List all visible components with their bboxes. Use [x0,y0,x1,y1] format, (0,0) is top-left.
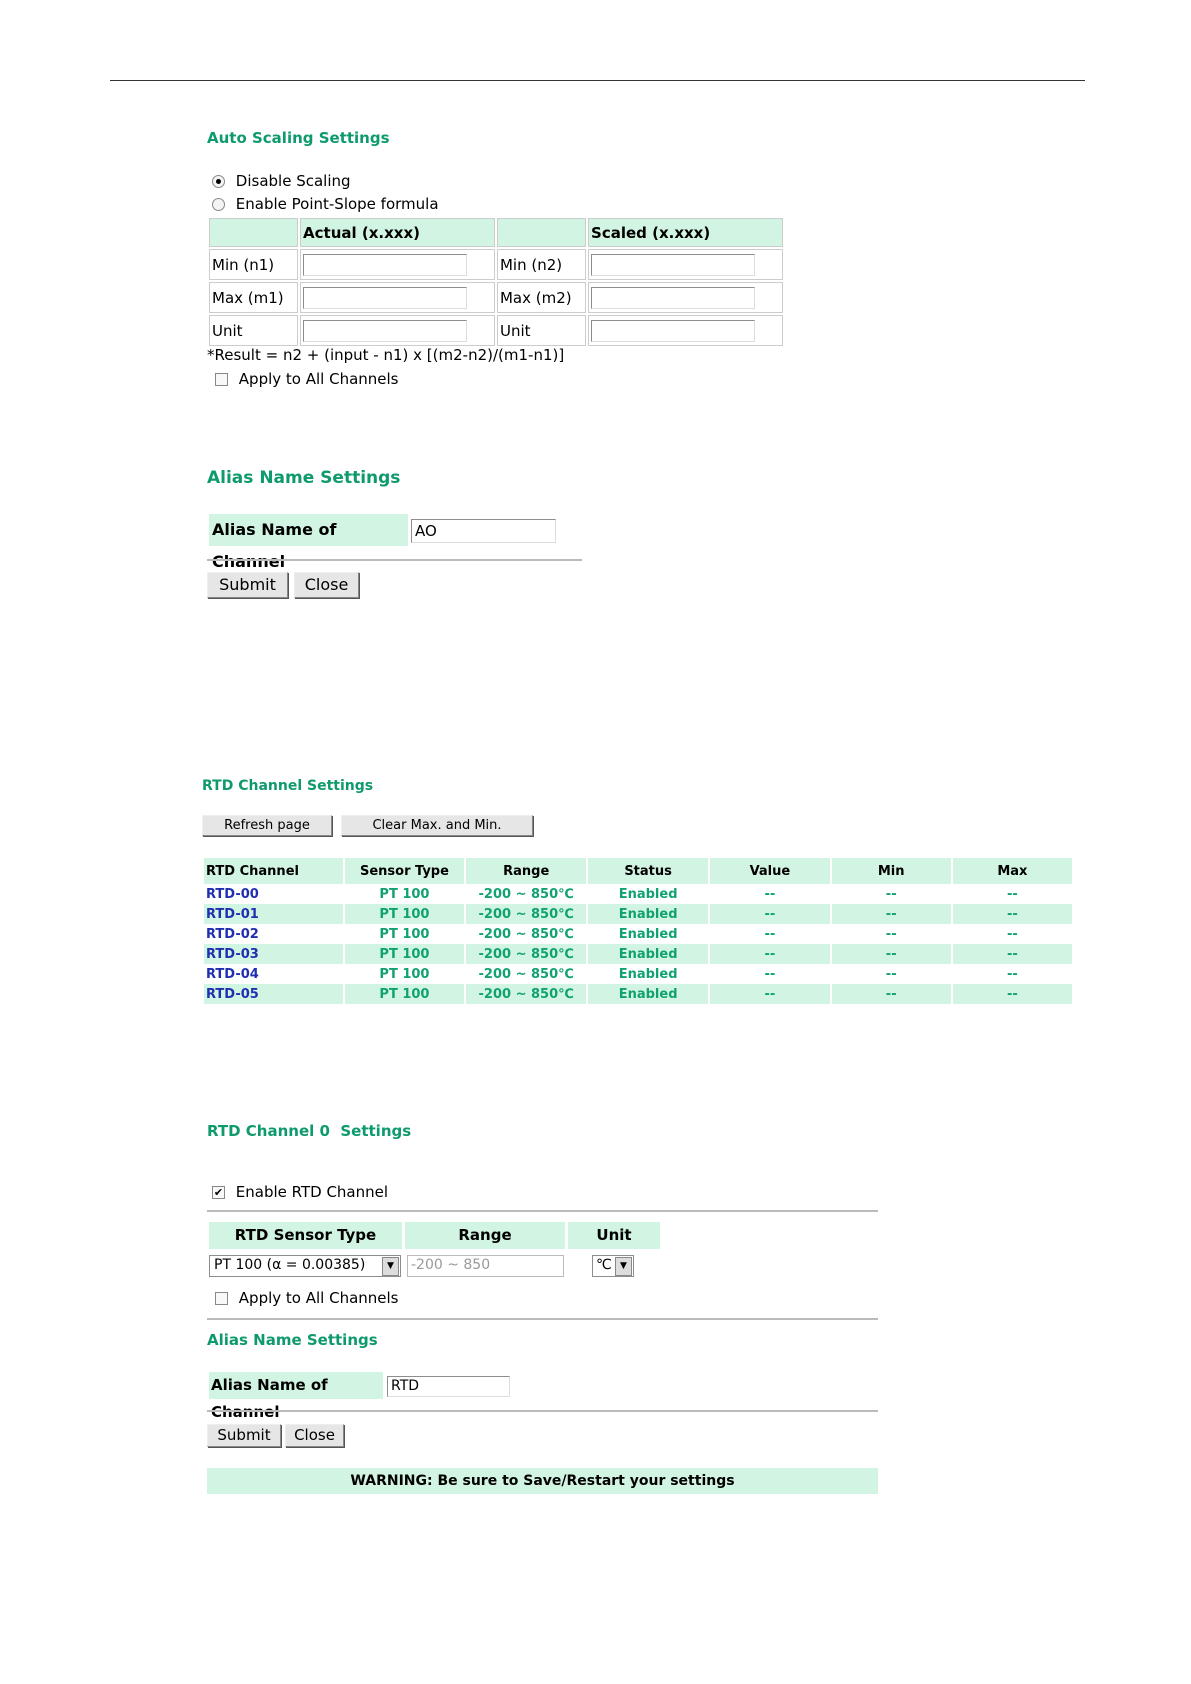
unit-right-label: Unit [497,315,586,346]
apply-all-channels-option[interactable] [215,370,399,388]
rtd0-divider-1 [207,1210,878,1212]
max-cell: -- [1006,926,1018,942]
alias-settings-title: Alias Name Settings [207,468,401,488]
disable-scaling-option[interactable] [212,172,351,190]
range-cell: -200 ~ 850℃ [478,966,574,982]
min-n2-label: Min (n2) [497,249,586,280]
sensor-type-cell: PT 100 [379,966,430,982]
min-n1-label: Min (n1) [209,249,298,280]
max-cell: -- [953,984,1072,1004]
value-cell: -- [764,886,776,902]
save-restart-warning: WARNING: Be sure to Save/Restart your settings [207,1468,878,1494]
table-row [204,904,1072,924]
range-cell: -200 ~ 850℃ [466,944,586,964]
rtd-channel-link[interactable]: RTD-04 [206,966,259,982]
sensor-type-value: PT 100 (α = 0.00385) [214,1257,366,1273]
unit-left-label: Unit [209,315,298,346]
clear-max-min-button[interactable]: Clear Max. and Min. [341,815,533,836]
auto-scaling-title: Auto Scaling Settings [207,129,390,147]
sensor-type-cell: PT 100 [379,886,430,902]
min-cell: -- [832,904,951,924]
status-cell: Enabled [618,926,678,942]
alias-name-input[interactable]: AO [411,519,556,543]
value-cell: -- [764,966,776,982]
max-m2-label: Max (m2) [497,282,586,313]
unit-header: Unit [568,1222,660,1249]
col-sensor-type: Sensor Type [345,858,465,884]
rtd-sensor-type-header: RTD Sensor Type [209,1222,402,1249]
scaled-header: Scaled (x.xxx) [588,218,783,247]
range-cell: -200 ~ 850℃ [466,984,586,1004]
max-m1-input[interactable] [303,287,467,309]
scaling-table [207,216,785,348]
status-cell: Enabled [588,944,708,964]
status-cell: Enabled [618,886,678,902]
rtd0-alias-label: Alias Name of Channel [209,1372,383,1399]
col-value: Value [710,858,830,884]
unit-scaled-input[interactable] [591,320,755,342]
max-m1-label: Max (m1) [209,282,298,313]
sensor-type-cell: PT 100 [345,984,465,1004]
table-row [204,924,1072,944]
value-cell: -- [764,926,776,942]
table-row [204,944,1072,964]
rtd-channel-link[interactable]: RTD-02 [206,926,259,942]
alias-divider [207,559,582,561]
max-cell: -- [953,904,1072,924]
range-field [407,1255,564,1277]
unit-value: ℃ [596,1257,612,1273]
range-cell: -200 ~ 850℃ [466,904,586,924]
min-cell: -- [885,886,897,902]
enable-point-slope-option[interactable] [212,195,439,213]
enable-rtd-checkbox[interactable]: ✔ [213,1186,224,1199]
min-cell: -- [885,966,897,982]
rtd0-settings-title: RTD Channel 0 Settings [207,1122,412,1140]
value-cell: -- [710,984,830,1004]
close-button[interactable]: Close [294,572,359,598]
apply-all-checkbox[interactable] [215,373,228,386]
col-range: Range [466,858,586,884]
rtd-channel-link[interactable]: RTD-01 [204,904,343,924]
min-n2-input[interactable] [591,254,755,276]
status-cell: Enabled [588,984,708,1004]
sensor-type-cell: PT 100 [345,944,465,964]
chevron-down-icon[interactable]: ▼ [382,1257,399,1276]
apply-all-label: Apply to All Channels [238,370,399,388]
rtd-channel-settings-title: RTD Channel Settings [202,778,374,794]
enable-rtd-channel-option[interactable] [212,1183,388,1201]
enable-point-slope-radio[interactable] [212,198,225,211]
scaling-formula: *Result = n2 + (input - n1) x [(m2-n2)/(m1-n1)] [207,346,565,364]
rtd-channel-link[interactable]: RTD-00 [206,886,259,902]
rtd-channel-table [202,858,1074,1004]
disable-scaling-label: Disable Scaling [235,172,351,190]
rtd0-divider-2 [207,1318,878,1320]
submit-button[interactable]: Submit [207,572,288,598]
range-value: -200 ~ 850 [411,1257,491,1273]
sensor-type-select[interactable] [209,1255,401,1277]
disable-scaling-radio[interactable] [212,175,225,188]
value-cell: -- [710,944,830,964]
rtd0-alias-title: Alias Name Settings [207,1331,378,1349]
actual-header: Actual (x.xxx) [300,218,495,247]
value-cell: -- [710,904,830,924]
alias-name-label: Alias Name of Channel [209,514,408,546]
range-header: Range [405,1222,565,1249]
rtd0-divider-3 [207,1410,878,1412]
rtd-channel-link[interactable]: RTD-03 [204,944,343,964]
unit-select[interactable] [592,1255,634,1277]
status-cell: Enabled [588,904,708,924]
range-cell: -200 ~ 850℃ [478,886,574,902]
rtd0-alias-input[interactable]: RTD [387,1376,510,1397]
max-cell: -- [1006,966,1018,982]
scaling-header-empty-left [209,218,298,247]
table-row [204,984,1072,1004]
chevron-down-icon[interactable]: ▼ [615,1257,632,1276]
min-n1-input[interactable] [303,254,467,276]
max-cell: -- [1006,886,1018,902]
refresh-page-button[interactable]: Refresh page [202,815,332,836]
min-cell: -- [885,926,897,942]
max-m2-input[interactable] [591,287,755,309]
min-cell: -- [832,984,951,1004]
status-cell: Enabled [618,966,678,982]
rtd-channel-link[interactable]: RTD-05 [204,984,343,1004]
unit-actual-input[interactable] [303,320,467,342]
table-row [204,884,1072,904]
col-min: Min [832,858,951,884]
enable-rtd-label: Enable RTD Channel [235,1183,389,1201]
col-max: Max [953,858,1072,884]
rtd0-submit-button[interactable]: Submit [207,1424,281,1447]
table-row [204,964,1072,984]
col-rtd-channel: RTD Channel [204,858,343,884]
sensor-type-cell: PT 100 [379,926,430,942]
max-cell: -- [953,944,1072,964]
rtd0-close-button[interactable]: Close [285,1424,344,1447]
scaling-header-empty-right [497,218,586,247]
range-cell: -200 ~ 850℃ [478,926,574,942]
enable-point-slope-label: Enable Point-Slope formula [235,195,439,213]
col-status: Status [588,858,708,884]
min-cell: -- [832,944,951,964]
rtd0-apply-all-label: Apply to All Channels [238,1289,399,1307]
rtd0-apply-all-checkbox[interactable] [215,1292,228,1305]
page-top-rule [110,80,1085,81]
sensor-type-cell: PT 100 [345,904,465,924]
rtd0-apply-all-option[interactable] [215,1289,399,1307]
